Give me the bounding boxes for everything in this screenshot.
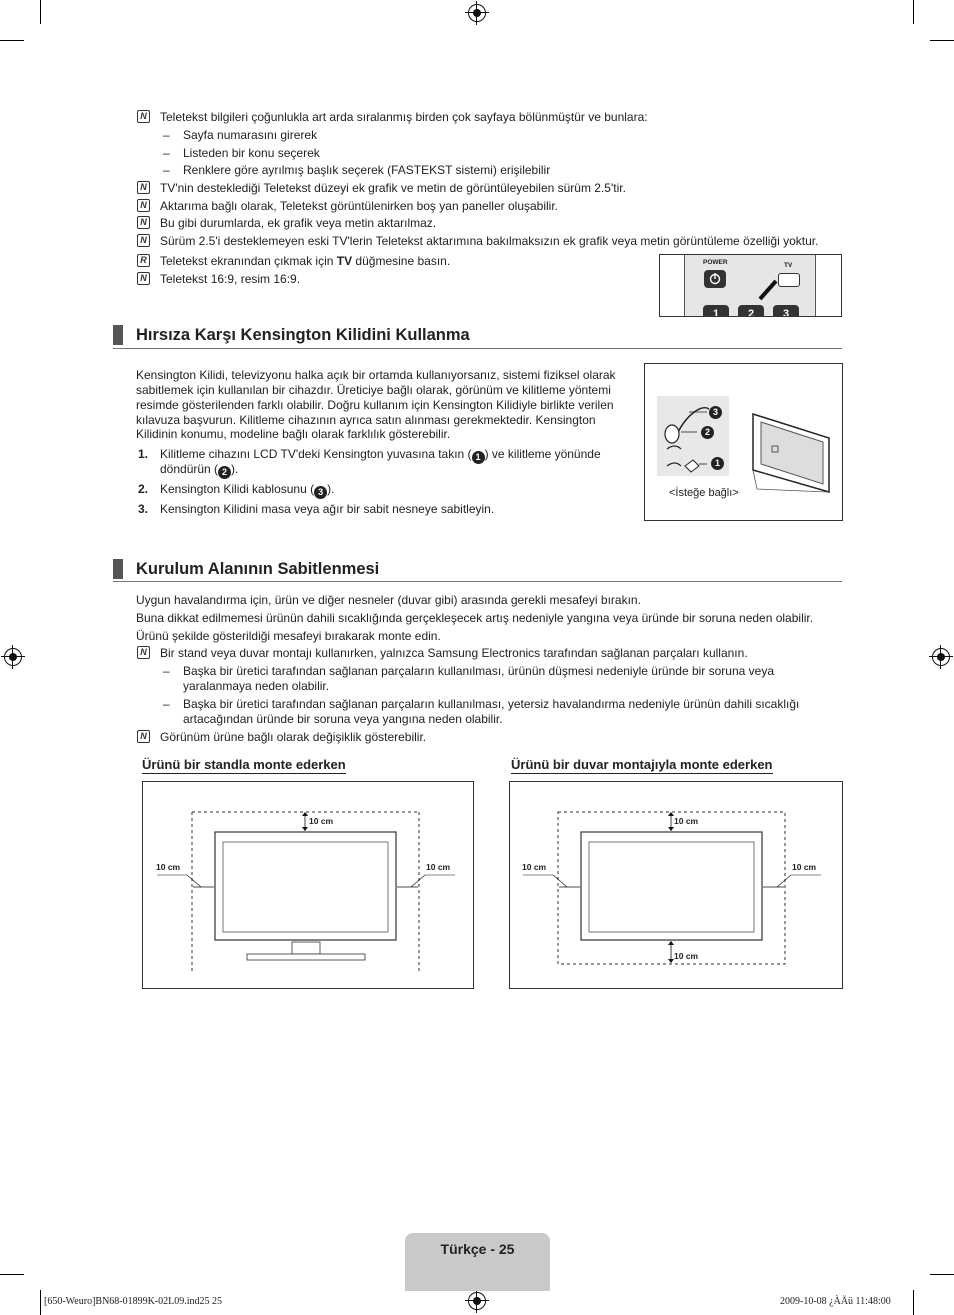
wall-subheading: Ürünü bir duvar montajıyla monte ederken (511, 757, 773, 772)
note-icon: N (137, 216, 150, 229)
note-icon: N (137, 730, 150, 743)
callout-badge: 2 (218, 466, 231, 479)
page-number-tab: Türkçe - 25 (405, 1233, 550, 1291)
kensington-figure (644, 363, 843, 521)
heading-rule (113, 348, 842, 349)
power-button-icon (704, 270, 726, 288)
paragraph-line: Uygun havalandırma için, ürün ve diğer nesneler (duvar gibi) arasında gerekli mesafeyi bırakın. (136, 593, 641, 607)
distance-label: 10 cm (156, 862, 181, 872)
remote-note-icon: R (137, 254, 150, 267)
note-icon: N (137, 272, 150, 285)
crop-mark (0, 40, 24, 41)
crop-mark (913, 1290, 914, 1315)
paragraph-line: Kensington Kilidi, televizyonu halka açık bir ortamda kullanıyorsanız, sistemi fiziksel olarak (136, 368, 616, 382)
crop-mark (0, 1274, 24, 1275)
distance-label: 10 cm (426, 862, 451, 872)
paragraph-line: Kilidinin konumu, modeline bağlı olarak farklılık gösterebilir. (136, 427, 451, 441)
stand-diagram (142, 781, 474, 989)
note-icon: N (137, 646, 150, 659)
number-key: 1 (703, 305, 729, 317)
distance-label: 10 cm (674, 951, 699, 961)
registration-mark-icon (468, 1292, 486, 1310)
number-key: 3 (773, 305, 799, 317)
paragraph-line: Buna dikkat edilmemesi ürünün dahili sıcaklığında gerçekleşecek artış nedeniyle yangına veya üründe bir soruna neden olabilir. (136, 611, 814, 625)
kensington-lock-illustration (657, 394, 837, 494)
tv-label: TV (784, 262, 793, 269)
callout-badge: 3 (314, 486, 327, 499)
paragraph-line: Ürünü şekilde gösterildiği mesafeyi bırakarak monte edin. (136, 629, 441, 643)
wall-diagram (509, 781, 843, 989)
distance-label: 10 cm (522, 862, 547, 872)
callout-badge: 1 (472, 451, 485, 464)
note-icon: N (137, 199, 150, 212)
figure-caption: <İsteğe bağlı> (669, 487, 739, 499)
callout-badge: 1 (711, 457, 724, 470)
note-icon: N (137, 234, 150, 247)
paragraph-line: sabitlemek için kullanılan bir cihazdır. Üreticiye bağlı olarak, görünüm ve kilitleme yöntemi (136, 383, 611, 397)
distance-label: 10 cm (674, 816, 699, 826)
power-label: POWER (703, 259, 728, 266)
number-key: 2 (738, 305, 764, 317)
heading-rule (113, 581, 842, 582)
pointer-arrow-icon (756, 277, 780, 304)
distance-label: 10 cm (309, 816, 334, 826)
registration-mark-icon (932, 648, 950, 666)
crop-mark (913, 0, 914, 24)
paragraph-line: resimde gösterilenden farklı olabilir. Doğru kullanım için Kensington Kilidiyle birlikte verilen (136, 398, 614, 412)
distance-label: 10 cm (792, 862, 817, 872)
stand-subheading: Ürünü bir standla monte ederken (142, 757, 346, 772)
crop-mark (930, 1274, 954, 1275)
remote-illustration (659, 254, 842, 317)
print-slug-right: 2009-10-08 ¿ÀÄü 11:48:00 (780, 1296, 891, 1307)
print-slug-left: [650-Weuro]BN68-01899K-02L09.ind25 25 (44, 1296, 223, 1307)
crop-mark (40, 1290, 41, 1315)
crop-mark (930, 40, 954, 41)
registration-mark-icon (4, 648, 22, 666)
tv-button (778, 273, 800, 287)
paragraph-line: kılavuza başvurun. Kilitleme cihazının ayrıca satın alınması gerekmektedir. Kensington (136, 413, 596, 427)
callout-badge: 3 (709, 406, 722, 419)
crop-mark (40, 0, 41, 24)
registration-mark-icon (468, 4, 486, 22)
callout-badge: 2 (701, 426, 714, 439)
note-icon: N (137, 110, 150, 123)
note-icon: N (137, 181, 150, 194)
